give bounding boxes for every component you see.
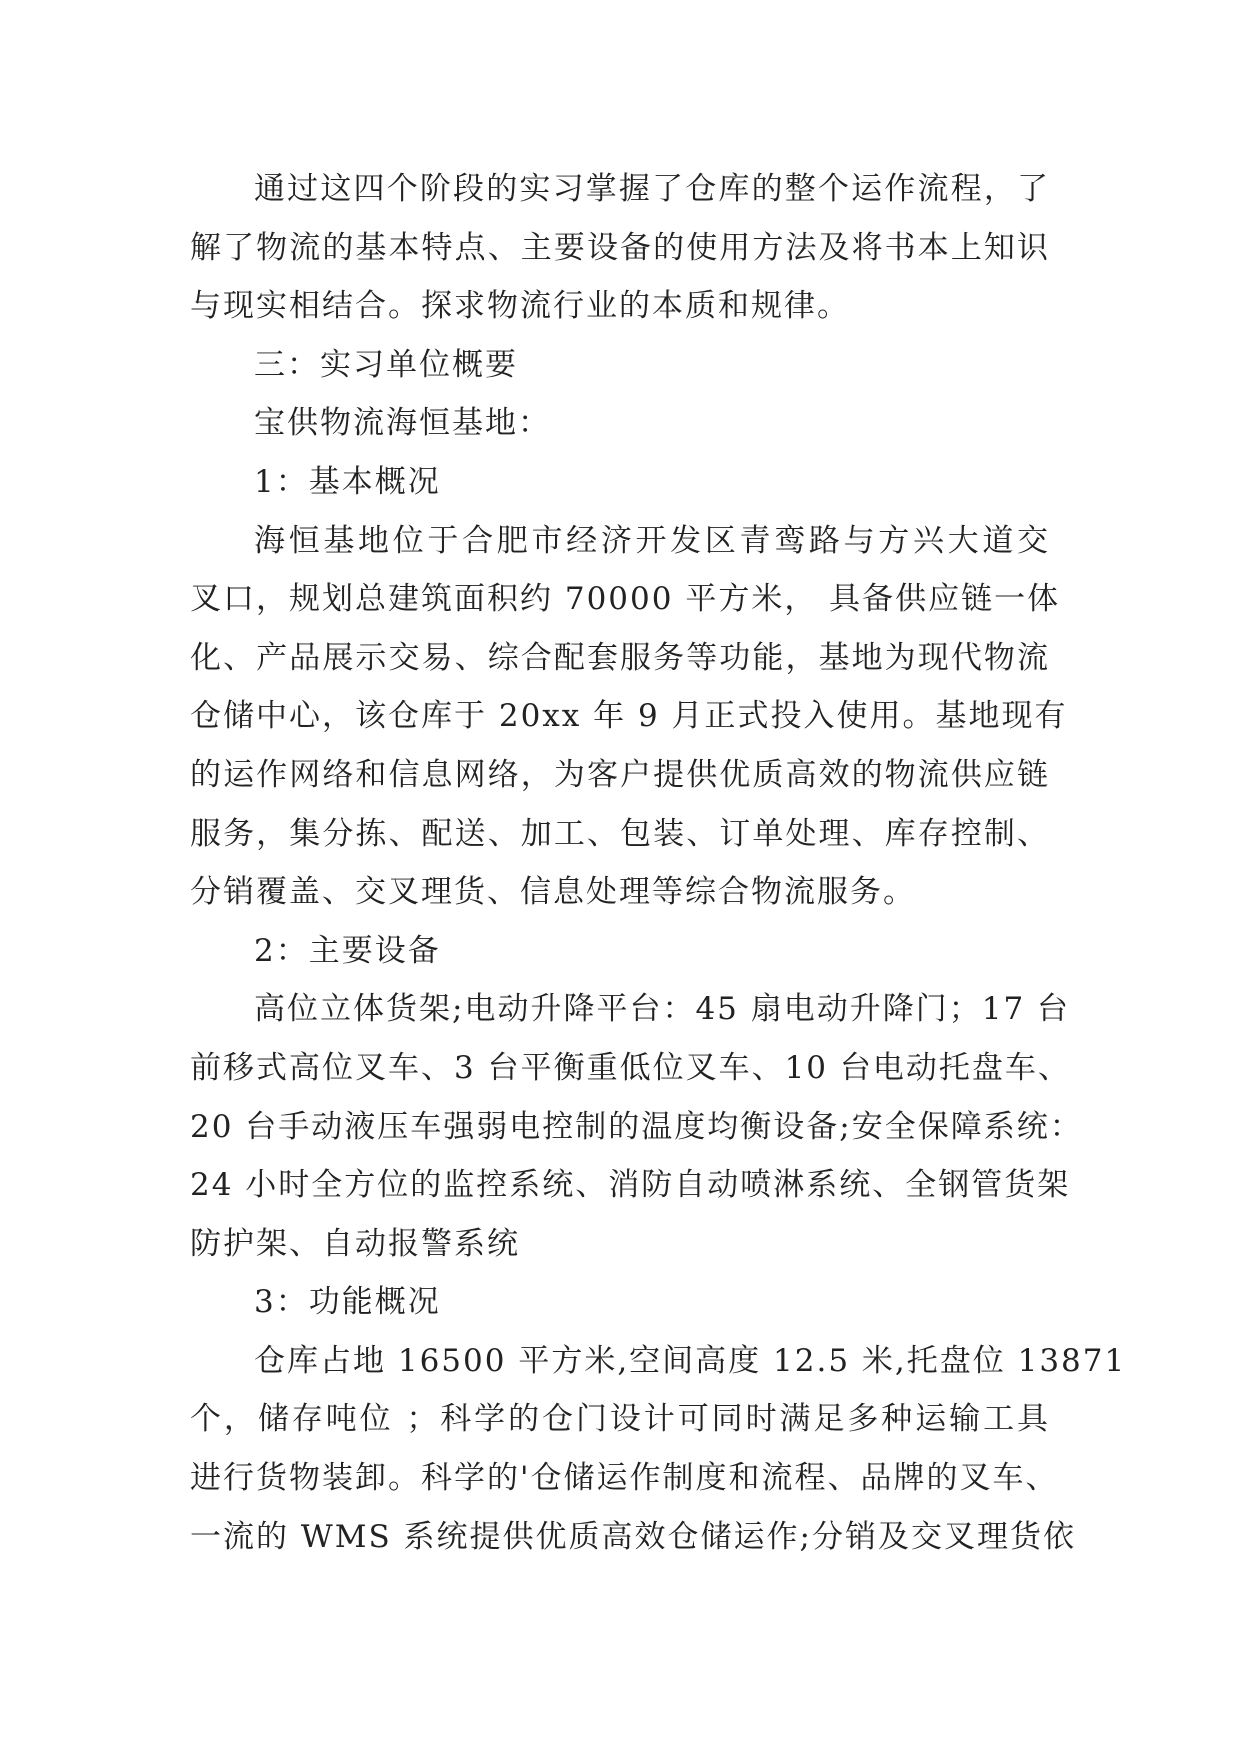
paragraph-line: 通过这四个阶段的实习掌握了仓库的整个运作流程，了 — [254, 171, 1050, 207]
paragraph-line: 20 台手动液压车强弱电控制的温度均衡设备;安全保障系统： — [190, 1108, 1083, 1145]
subsection-heading: 2：主要设备 — [254, 932, 441, 969]
section-heading: 三：实习单位概要 — [254, 346, 518, 383]
paragraph-line: 前移式高位叉车、3 台平衡重低位叉车、10 台电动托盘车、 — [190, 1049, 1071, 1086]
paragraph-line: 个，储存吨位 ；科学的仓门设计可同时满足多种运输工具 — [190, 1401, 1050, 1438]
paragraph-line: 与现实相结合。探求物流行业的本质和规律。 — [190, 288, 850, 325]
paragraph-line: 分销覆盖、交叉理货、信息处理等综合物流服务。 — [190, 874, 916, 911]
paragraph-line: 服务，集分拣、配送、加工、包装、订单处理、库存控制、 — [190, 815, 1050, 852]
paragraph-line: 防护架、自动报警系统 — [190, 1225, 520, 1262]
subsection-heading: 3：功能概况 — [254, 1284, 441, 1321]
paragraph-line: 化、产品展示交易、综合配套服务等功能，基地为现代物流 — [190, 639, 1050, 676]
body-text — [190, 160, 1127, 1566]
paragraph-line: 海恒基地位于合肥市经济开发区青鸾路与方兴大道交 — [254, 522, 1050, 559]
paragraph-line: 的运作网络和信息网络，为客户提供优质高效的物流供应链 — [190, 756, 1050, 793]
paragraph-line: 高位立体货架;电动升降平台：45 扇电动升降门；17 台 — [254, 991, 1071, 1028]
paragraph-line: 24 小时全方位的监控系统、消防自动喷淋系统、全钢管货架 — [190, 1167, 1071, 1204]
paragraph-line: 解了物流的基本特点、主要设备的使用方法及将书本上知识 — [190, 229, 1050, 266]
paragraph-line: 进行货物装卸。科学的'仓储运作制度和流程、品牌的叉车、 — [190, 1460, 1059, 1497]
paragraph-line: 叉口，规划总建筑面积约 70000 平方米， 具备供应链一体 — [190, 581, 1061, 618]
subsection-heading: 1：基本概况 — [254, 463, 441, 500]
subsection-heading: 宝供物流海恒基地： — [254, 405, 551, 442]
paragraph-line: 一流的 WMS 系统提供优质高效仓储运作;分销及交叉理货依 — [190, 1518, 1076, 1555]
paragraph-line: 仓储中心，该仓库于 20xx 年 9 月正式投入使用。基地现有 — [190, 698, 1068, 735]
paragraph-line: 仓库占地 16500 平方米,空间高度 12.5 米,托盘位 13871 — [254, 1342, 1127, 1379]
